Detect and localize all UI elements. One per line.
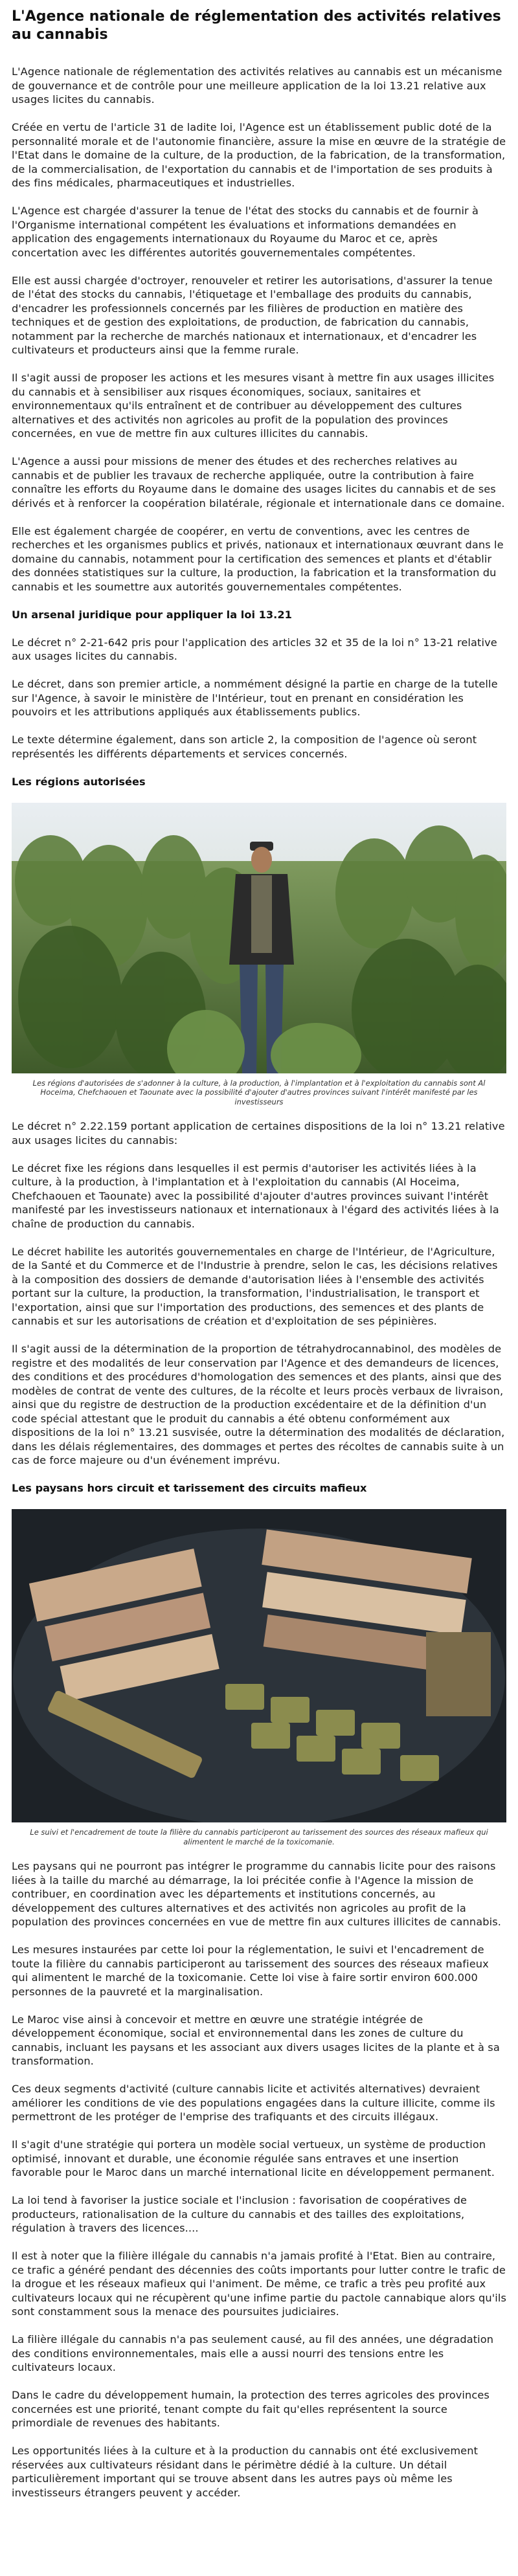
regions-paragraph: Le décret fixe les régions dans lesquelles il est permis d'autoriser les activités liées à la culture, à la production, à l'implantation et à l'exploitation du cannabis (Al Hoceima, Chefchaouen et Taounate) avec la possibilité d'ajouter d'autres provinces suivant l'intérêt manifesté par les investisseurs nationaux et internationaux à l'égard des activités liées à la chaîne de production du cannabis. [12, 1161, 499, 1230]
seized-cash-drugs-photo [12, 1509, 506, 1822]
peasants-paragraph: La filière illégale du cannabis n'a pas seulement causé, au fil des années, une dégradation des conditions environnementales, mais elle a aussi nourri des tensions entre les cultivateurs locaux. [12, 2333, 494, 2373]
intro-paragraph: Créée en vertu de l'article 31 de ladite loi, l'Agence est un établissement public doté de la personnalité morale et de l'autonomie financière, assure la mise en œuvre de la stratégie de l'Etat dans le domaine de la culture, de la production, de la fabrication, de la transformation, de la commercialisation, de l'exportation du cannabis et de l'importation de ses produits à des fins médicales, pharmaceutiques et industrielles. [12, 121, 506, 189]
peasants-paragraph: Ces deux segments d'activité (culture cannabis licite et activités alternatives) devraient améliorer les conditions de vie des populations engagées dans la culture illicite, comme ils permettront de les protéger de l'emprise des trafiquants et des circuits illégaux. [12, 2083, 495, 2123]
figure-caption-peasants: Le suivi et l'encadrement de toute la filière du cannabis participeront au tarissement des sources des réseaux mafieux qui alimentent le marché de la toxicomanie. [30, 1828, 488, 1846]
peasants-paragraph: Les mesures instaurées par cette loi pour la réglementation, le suivi et l'encadrement de toute la filière du cannabis participeront au tarissement des sources des réseaux mafieux qui alimentent le marché de la toxicomanie. Cette loi vise à faire sortir environ 600.000 personnes de la pauvreté et la marginalisation. [12, 1943, 489, 1998]
peasants-paragraph: Il s'agit d'une stratégie qui portera un modèle social vertueux, un système de production optimisé, innovant et durable, une économie régulée sans entraves et une insertion favorable pour le Maroc dans un marché international licite en développement permanent. [12, 2138, 495, 2178]
intro-paragraph: L'Agence nationale de réglementation des activités relatives au cannabis est un mécanisme de gouvernance et de contrôle pour une meilleure application de la loi 13.21 relative aux usages licites du cannabis. [12, 65, 502, 106]
peasants-paragraph: La loi tend à favoriser la justice sociale et l'inclusion : favorisation de coopératives de producteurs, rationalisation de la culture du cannabis et des tailles des exploitations, régulation à travers des licences.... [12, 2194, 467, 2234]
regions-paragraph: Le décret habilite les autorités gouvernementales en charge de l'Intérieur, de l'Agriculture, de la Santé et du Commerce et de l'Industrie à prendre, selon le cas, les décisions relatives à la composition des dossiers de demande d'autorisation liées à l'ensemble des activités portant sur la culture, la production, la transformation, l'industrialisation, le transport et l'exportation, ainsi que sur l'importation des productions, des semences et des plants de cannabis et sur les autorisations de création et d'exploitation de ses pépinières. [12, 1245, 498, 1327]
intro-paragraph: Il s'agit aussi de proposer les actions et les mesures visant à mettre fin aux usages illicites du cannabis et à sensibiliser aux risques économiques, sociaux, sanitaires et environnementaux qu'ils entraînent et de contribuer au développement des cultures alternatives et des activités non agricoles au profit de la population des provinces concernées, en vue de mettre fin aux cultures illicites du cannabis. [12, 372, 495, 440]
legal-paragraph: Le texte détermine également, dans son article 2, la composition de l'agence où seront représentés les différents départements et services concernés. [12, 734, 477, 760]
regions-paragraph: Le décret n° 2.22.159 portant application de certaines dispositions de la loi n° 13.21 relative aux usages licites du cannabis: [12, 1120, 505, 1147]
article-title: L'Agence nationale de réglementation des activités relatives au cannabis [12, 8, 501, 43]
section-heading-legal: Un arsenal juridique pour appliquer la loi 13.21 [12, 608, 292, 621]
peasants-paragraph: Les paysans qui ne pourront pas intégrer le programme du cannabis licite pour des raisons liées à la taille du marché au démarrage, la loi précitée confie à l'Agence la mission de contribuer, en coordination avec les départements et institutions concernés, au développement des cultures alternatives et des activités non agricoles au profit de la population des provinces concernées en vue de mettre fin aux cultures illicites de cannabis. [12, 1860, 501, 1928]
regions-paragraph: Il s'agit aussi de la détermination de la proportion de tétrahydrocannabinol, des modèles de registre et des modalités de leur conservation par l'Agence et des demandeurs de licences, des conditions et des procédures d'homologation des semences et des plants, ainsi que des modèles de contrat de vente des cultures, de la récolte et leurs procès verbaux de livraison, ainsi que du registre de destruction de la production excédentaire et de la définition d'un code spécial attestant que le produit du cannabis a été obtenu conformément aux dispositions de la loi n° 13.21 susvisée, outre la détermination des modalités de déclaration, dans les délais réglementaires, des dommages et pertes des récoltes de cannabis suite à un cas de force majeure ou d'un événement imprévu. [12, 1343, 505, 1466]
section-heading-peasants: Les paysans hors circuit et tarissement des circuits mafieux [12, 1482, 367, 1494]
intro-paragraph: Elle est également chargée de coopérer, en vertu de conventions, avec les centres de recherches et les organismes publics et privés, nationaux et internationaux œuvrant dans le domaine du cannabis, notamment pour la certification des semences et plants et d'établir des données statistiques sur la culture, la production, la fabrication et la transformation du cannabis et les soumettre aux autorités gouvernementales compétentes. [12, 524, 504, 593]
peasants-paragraph: Dans le cadre du développement humain, la protection des terres agricoles des provinces concernées est une priorité, tenant compte du fait qu'elles représentent la source primordiale de revenues des habitants. [12, 2389, 490, 2429]
cannabis-field-photo [12, 803, 506, 1073]
peasants-paragraph: Les opportunités liées à la culture et à la production du cannabis ont été exclusivement réservées aux cultivateurs résidant dans le périmètre dédié à la culture. Un détail particulièrement important qui se trouve absent dans les autres pays où même les investisseurs étrangers peuvent y accéder. [12, 2445, 479, 2499]
intro-paragraph: Elle est aussi chargée d'octroyer, renouveler et retirer les autorisations, d'assurer la tenue de l'état des stocks du cannabis, l'étiquetage et l'emballage des produits du cannabis, d'encadrer les professionnels concernés par les filières de production en matière des techniques et de gestion des exploitations, de production, de fabrication du cannabis, notamment par la recherche de marchés nationaux et internationaux, et d'encadrer les cultivateurs et producteurs ainsi que la femme rurale. [12, 274, 493, 356]
peasants-paragraph: Le Maroc vise ainsi à concevoir et mettre en œuvre une stratégie intégrée de développement économique, social et environnemental dans les zones de culture du cannabis, incluant les paysans et les associant aux divers usages licites de la plante et à sa transformation. [12, 2013, 500, 2067]
peasants-paragraph: Il est à noter que la filière illégale du cannabis n'a jamais profité à l'Etat. Bien au contraire, ce trafic a généré pendant des décennies des coûts importants pour lutter contre le trafic de la drogue et les réseaux mafieux qui l'animent. De même, ce trafic a très peu profité aux cultivateurs locaux qui ne récupèrent qu'une infime partie du pactole cannabique alors qu'ils sont constamment sous la menace des poursuites judiciaires. [12, 2250, 507, 2318]
seized-cash-figure [12, 1509, 506, 1846]
intro-section [12, 65, 506, 594]
legal-paragraph: Le décret n° 2-21-642 pris pour l'application des articles 32 et 35 de la loi n° 13-21 relative aux usages licites du cannabis. [12, 636, 497, 662]
legal-paragraph: Le décret, dans son premier article, a nommément désigné la partie en charge de la tutelle sur l'Agence, à savoir le ministère de l'Intérieur, tout en prenant en considération les pouvoirs et les attributions appliqués aux établissements publics. [12, 678, 498, 718]
cannabis-field-figure [12, 803, 506, 1107]
figure-caption-regions: Les régions d'autorisées de s'adonner à la culture, à la production, à l'implantation et à l'exploitation du cannabis sont Al Hoceima, Chefchaouen et Taounate avec la possibilité d'ajouter d'autres provinces suivant l'intérêt manifesté par les investisseurs [32, 1078, 486, 1106]
intro-paragraph: L'Agence est chargée d'assurer la tenue de l'état des stocks du cannabis et de fournir à l'Organisme international compétent les évaluations et informations demandées en application des engagements internationaux du Royaume du Maroc et ce, après concertation avec les différentes autorités gouvernementales compétentes. [12, 205, 479, 259]
section-heading-regions: Les régions autorisées [12, 775, 146, 788]
intro-paragraph: L'Agence a aussi pour missions de mener des études et des recherches relatives au cannabis et de publier les travaux de recherche appliquée, outre la contribution à faire connaître les efforts du Royaume dans le domaine des usages licites du cannabis et de ses dérivés et à renforcer la coopération bilatérale, régionale et internationale dans ce domaine. [12, 455, 505, 510]
